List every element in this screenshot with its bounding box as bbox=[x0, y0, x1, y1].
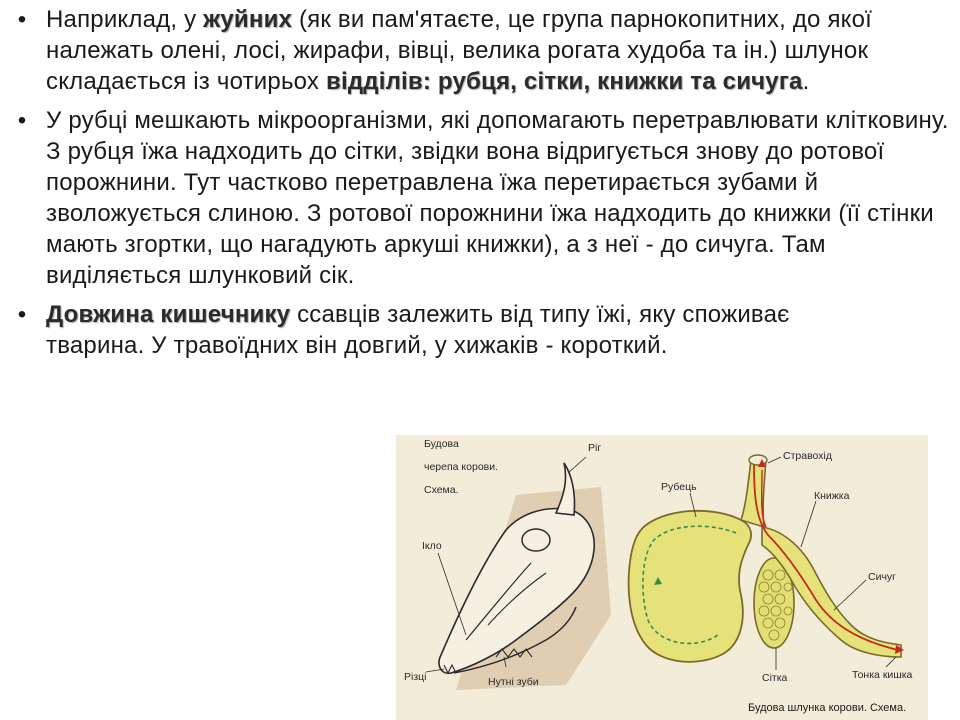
label-esophagus: Стравохід bbox=[783, 450, 832, 462]
label-intestine: Тонка кишка bbox=[852, 669, 913, 681]
bullet-1-text: Наприклад, у жуйних (як ви пам'ятаєте, це група парнокопитних, до якої належать олені, лосі, жирафи, вівці, велика рогата худоба та ін.) шлунок складається із чотирьох відділів: рубця, сітки, книжки та сичуга. bbox=[46, 6, 873, 95]
stomach-caption: Будова шлунка корови. Схема. bbox=[748, 702, 907, 714]
cow-anatomy-figure bbox=[396, 435, 928, 720]
anatomy-illustration bbox=[396, 435, 928, 720]
bullet-3 bbox=[10, 299, 950, 361]
skull-title-line-1: Будова bbox=[424, 438, 459, 450]
bullet-dot: • bbox=[17, 6, 27, 33]
label-incisors: Різці bbox=[404, 671, 427, 683]
eye-socket bbox=[522, 529, 550, 551]
bullet-dot: • bbox=[17, 301, 27, 328]
label-molars: Нутні зуби bbox=[488, 676, 539, 688]
skull-title-line-3: Схема. bbox=[424, 484, 459, 496]
label-omasum: Книжка bbox=[814, 490, 850, 502]
highlight-ruminants: жуйних bbox=[203, 6, 293, 33]
highlight-stomach-sections: відділів: рубця, сітки, книжки та сичуга bbox=[326, 68, 803, 95]
bullet-1 bbox=[10, 4, 950, 97]
skull-title-line-2: черепа корови. bbox=[424, 461, 499, 473]
highlight-intestine-length: Довжина кишечнику bbox=[46, 301, 291, 328]
label-rumen: Рубець bbox=[661, 481, 697, 493]
bullet-dot: • bbox=[17, 107, 27, 134]
bullet-3-text: Довжина кишечнику ссавців залежить від типу їжі, яку споживає тварина. У травоїдних він довгий, у хижаків - короткий. bbox=[46, 301, 790, 359]
esophagus-opening bbox=[749, 455, 767, 465]
label-reticulum: Сітка bbox=[762, 672, 788, 684]
slide-text bbox=[10, 4, 950, 369]
label-horn: Ріг bbox=[588, 442, 602, 454]
bullet-2 bbox=[10, 105, 950, 291]
label-abomasum: Сичуг bbox=[868, 571, 896, 583]
rumen-shape bbox=[629, 511, 751, 662]
label-fang: Ікло bbox=[422, 540, 442, 552]
bullet-2-text: У рубці мешкають мікроорганізми, які допомагають перетравлювати клітковину. З рубця їжа надходить до сітки, звідки вона відригується знову до ротової порожнини. Тут частково перетравлена їжа перетирається зубами й зволожується слиною. З ротової порожнини їжа надходить до книжки (її стінки мають згортки, що нагадують аркуші книжки), а з неї - до сичуга. Там виділяється шлунковий сік. bbox=[46, 107, 949, 289]
